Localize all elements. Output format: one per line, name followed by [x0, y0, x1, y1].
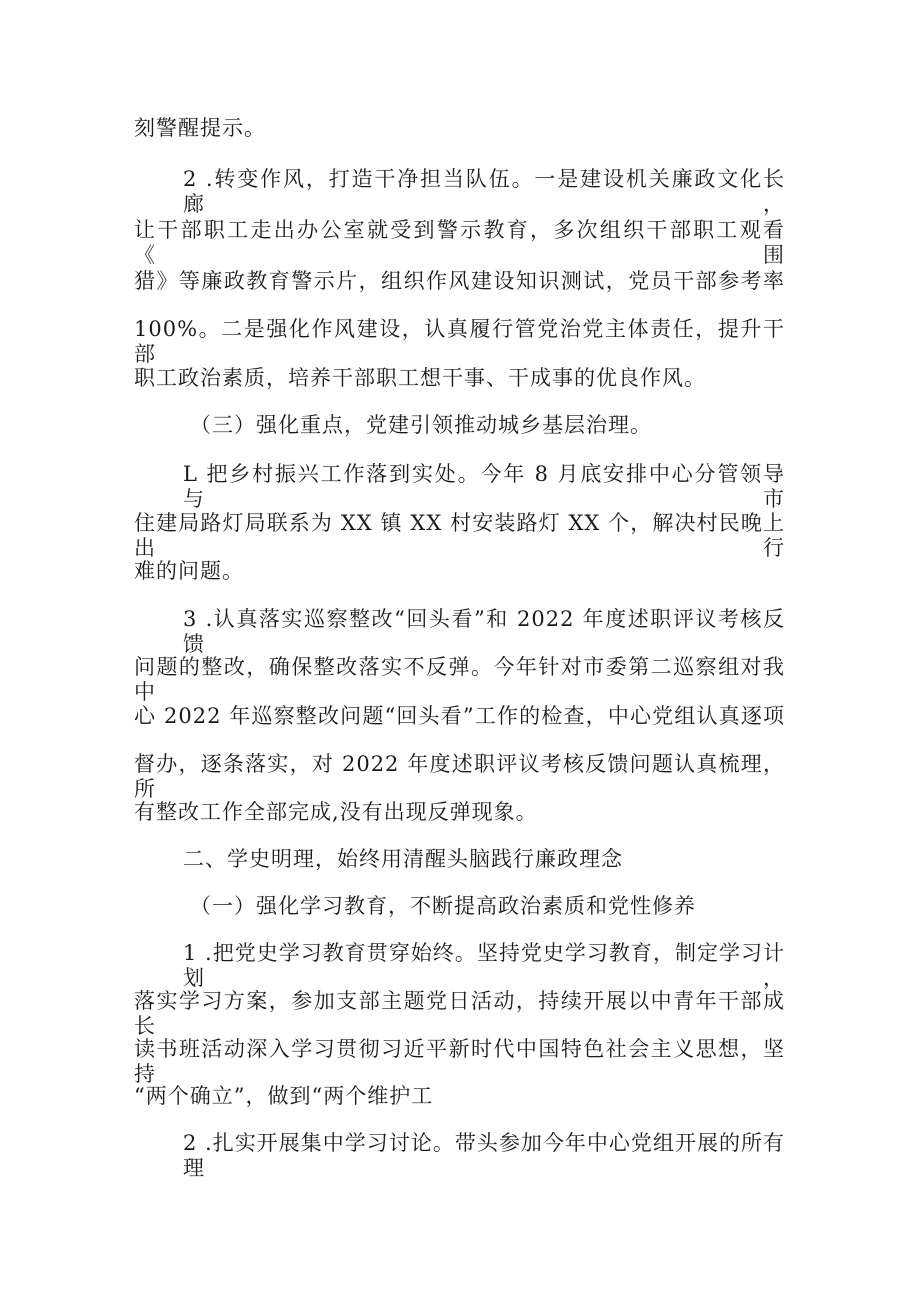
text-line: 刻警醒提示。: [134, 116, 266, 140]
text-line: 3 .认真落实巡察整改“回头看”和 2022 年度述职评议考核反馈: [183, 607, 785, 657]
text-line: 有整改工作全部完成,没有出现反弹现象。: [134, 800, 538, 824]
text-line: 问题的整改，确保整改落实不反弹。今年针对市委第二巡察组对我中: [134, 655, 785, 705]
text-line: 让干部职工走出办公室就受到警示教育，多次组织干部职工观看《围: [134, 218, 785, 268]
text-line: 督办，逐条落实，对 2022 年度述职评议考核反馈问题认真梳理，所: [134, 752, 785, 802]
text-line: 落实学习方案，参加支部主题党日活动，持续开展以中青年干部成长: [134, 989, 785, 1039]
text-line: L 把乡村振兴工作落到实处。今年 8 月底安排中心分管领导与市: [183, 462, 785, 512]
section-heading: （一）强化学习教育，不断提高政治素质和党性修养: [190, 894, 696, 918]
text-line: 读书班活动深入学习贯彻习近平新时代中国特色社会主义思想，坚持: [134, 1037, 785, 1087]
text-line: 住建局路灯局联系为 XX 镇 XX 村安装路灯 XX 个，解决村民晚上出行: [134, 511, 785, 561]
text-line: 职工政治素质，培养干部职工想干事、干成事的优良作风。: [134, 366, 706, 390]
text-line: 2 .转变作风，打造干净担当队伍。一是建设机关廉政文化长廊，: [183, 167, 785, 217]
text-line: 2 .扎实开展集中学习讨论。带头参加今年中心党组开展的所有理: [183, 1131, 785, 1181]
text-line: 心 2022 年巡察整改问题“回头看”工作的检查，中心党组认真逐项: [134, 704, 785, 728]
text-line: 难的问题。: [134, 559, 244, 583]
section-heading: 二、学史明理，始终用清醒头脑践行廉政理念: [183, 847, 623, 871]
text-line: “两个确立”，做到“两个维护工: [134, 1084, 434, 1108]
section-heading: （三）强化重点，党建引领推动城乡基层治理。: [190, 413, 652, 437]
text-line: 100%。二是强化作风建设，认真履行管党治党主体责任，提升干部: [134, 317, 785, 367]
text-line: 猎》等廉政教育警示片，组织作风建设知识测试，党员干部参考率: [134, 269, 785, 293]
text-line: 1 .把党史学习教育贯穿始终。坚持党史学习教育，制定学习计划，: [183, 941, 785, 991]
